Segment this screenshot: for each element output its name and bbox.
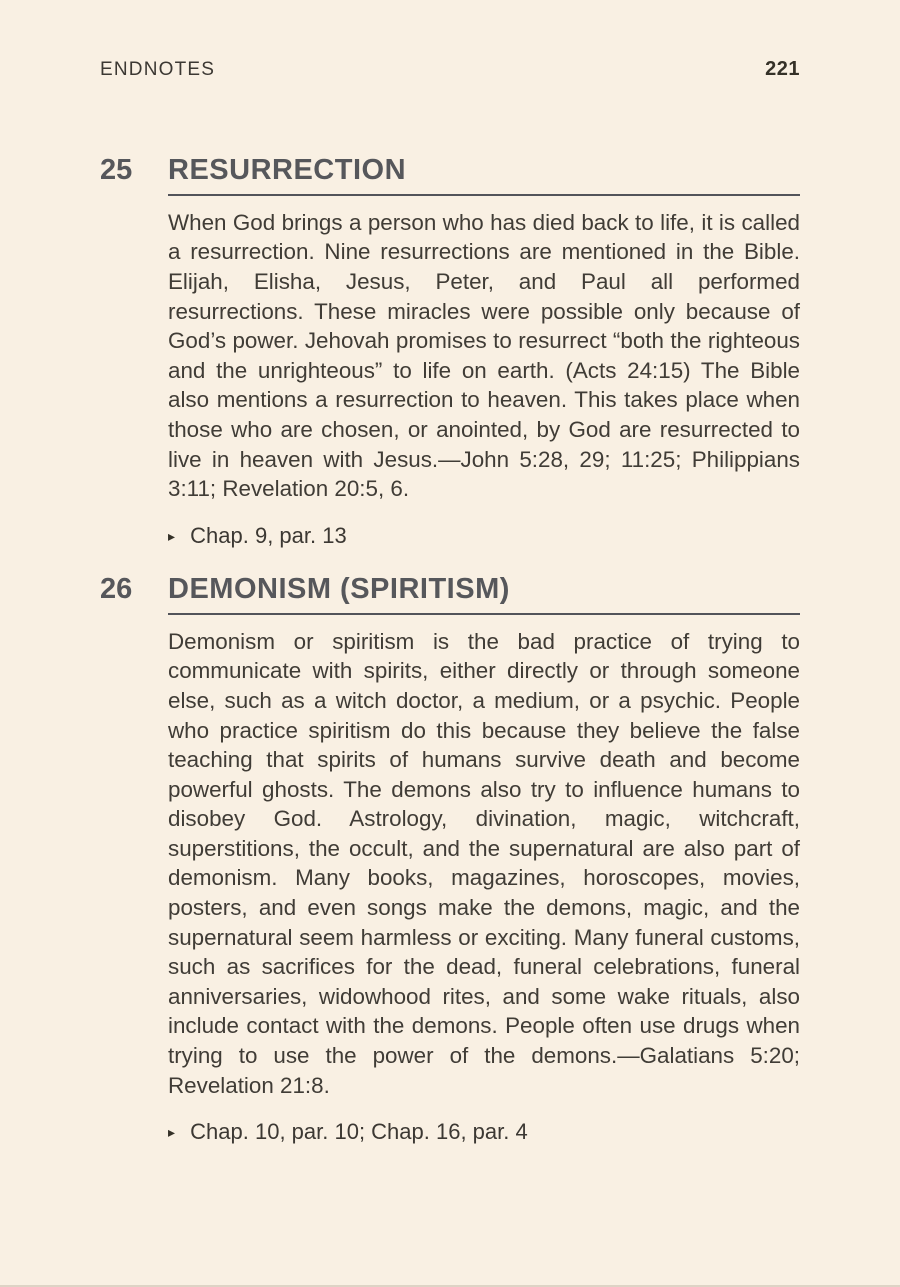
endnote-number: 25: [100, 154, 133, 186]
endnote-number: 26: [100, 572, 133, 605]
endnote-section-26: [100, 574, 800, 1146]
reference-text: Chap. 10, par. 10; Chap. 16, par. 4: [190, 1119, 528, 1145]
running-head: ENDNOTES: [100, 59, 216, 80]
endnote-reference: [168, 1118, 800, 1146]
endnote-reference: [168, 522, 800, 550]
page-header: [100, 58, 800, 81]
endnote-body-text: When God brings a person who has died back to life, it is called a resurrection. Nine resurrections are mentioned in the Bible. Elijah, Elisha, Jesus, Peter, and Paul all performed resurrections. These miracles were possible only because of God’s power. Jehovah promises to resurrect “both the righteous and the unrighteous” to life on earth. (Acts 24:15) The Bible also mentions a resurrection to heaven. This takes place when those who are chosen, or anointed, by God are resurrected to live in heaven with Jesus.—John 5:28, 29; 11:25; Philippians 3:11; Revelation 20:5, 6.: [168, 209, 800, 502]
endnote-section-25: [100, 155, 800, 550]
reference-arrow-icon: ▸: [168, 527, 176, 544]
reference-arrow-icon: ▸: [168, 1124, 176, 1141]
endnote-title: RESURRECTION: [168, 155, 800, 196]
endnote-title: DEMONISM (SPIRITISM): [168, 574, 800, 615]
reference-text: Chap. 9, par. 13: [190, 522, 347, 548]
page-number: 221: [765, 58, 800, 80]
endnote-body-text: Demonism or spiritism is the bad practice of trying to communicate with spirits, either directly or through someone else, such as a witch doctor, a medium, or a psychic. People who practice spiritism do this because they believe the false teaching that spirits of humans survive death and become powerful ghosts. The demons also try to influence humans to disobey God. Astrology, divination, magic, witchcraft, superstitions, the occult, and the supernatural are also part of demonism. Many books, magazines, horoscopes, movies, posters, and even songs make the demons, magic, and the supernatural seem harmless or exciting. Many funeral customs, such as sacrifices for the dead, funeral celebrations, funeral anniversaries, widowhood rites, and some wake rituals, also include contact with the demons. People often use drugs when trying to use the power of the demons.—Galatians 5:20; Revelation 21:8.: [168, 628, 800, 1098]
endnote-content: [168, 155, 800, 550]
endnote-content: [168, 574, 800, 1146]
